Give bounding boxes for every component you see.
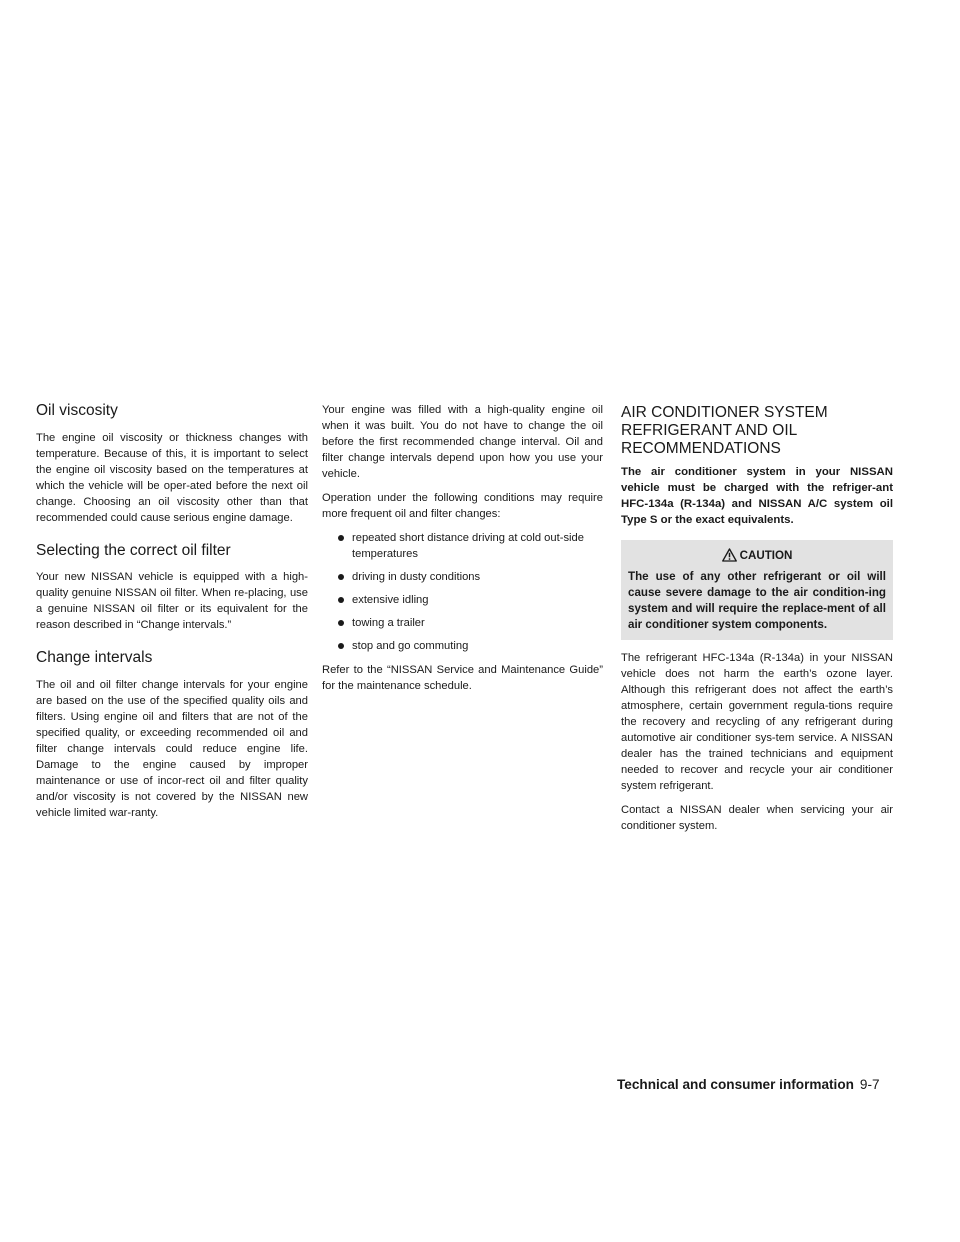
oil-viscosity-text: The engine oil viscosity or thickness changes with temperature. Because of this, it is important to select the engine oil viscosity based on the temperatures at which the vehicle will be oper-ated before the next oil change. Choosing an oil viscosity other than that recommended could cause serious engine damage. (36, 431, 308, 524)
list-item: towing a trailer (322, 615, 603, 631)
footer-section-title: Technical and consumer information (617, 1077, 854, 1092)
bullet-icon (338, 574, 344, 580)
ac-section-heading: AIR CONDITIONER SYSTEM REFRIGERANT AND OIL RECOMMENDATIONS (621, 404, 828, 457)
caution-text: The use of any other refrigerant or oil will cause severe damage to the air condition-ing system and will require the replace-ment of all air conditioner system components. (628, 570, 886, 631)
page-number: 9-7 (859, 1077, 880, 1092)
caution-header (628, 548, 886, 562)
caution-box (621, 540, 893, 640)
bullet-icon (338, 597, 344, 603)
right-column (621, 402, 893, 842)
conditions-intro-text: Operation under the following conditions may require more frequent oil and filter changes: (322, 492, 603, 520)
bullet-icon (338, 535, 344, 541)
list-item: repeated short distance driving at cold out-side temperatures (322, 530, 603, 562)
oil-viscosity-heading: Oil viscosity (36, 402, 118, 419)
list-item: driving in dusty conditions (322, 569, 603, 585)
oil-fill-text: Your engine was filled with a high-quality engine oil when it was built. You do not have to change the oil before the first recommended change interval. Oil and filter change intervals depend upon how you use your vehicle. (322, 404, 603, 480)
oil-filter-heading: Selecting the correct oil filter (36, 541, 231, 559)
ac-lead-text: The air conditioner system in your NISSAN vehicle must be charged with the refriger-ant HFC-134a (R-134a) and NISSAN A/C system oil Type S or the exact equivalents. (621, 466, 893, 526)
warning-triangle-icon (722, 548, 737, 562)
bullet-icon (338, 643, 344, 649)
maintenance-guide-text: Refer to the “NISSAN Service and Maintenance Guide” for the maintenance schedule. (322, 664, 603, 692)
page-footer (617, 1077, 880, 1092)
list-item: extensive idling (322, 592, 603, 608)
oil-filter-text: Your new NISSAN vehicle is equipped with a high-quality genuine NISSAN oil filter. When re-placing, use a genuine NISSAN oil filter or its equivalent for the reason described in “Change intervals.” (36, 571, 308, 632)
change-intervals-heading: Change intervals (36, 649, 153, 667)
caution-title: CAUTION (739, 548, 793, 562)
list-item: stop and go commuting (322, 638, 603, 654)
conditions-list (322, 530, 603, 654)
change-intervals-text: The oil and oil filter change intervals for your engine are based on the use of the specified quality oils and filters. Using engine oil and filters that are not of the specified quality, or exceeding recommended oil and filter change intervals could reduce engine life. Damage to the engine caused by improper maintenance or use of incor-rect oil and filter quality and/or viscosity is not covered by the NISSAN new vehicle limited war-ranty. (36, 678, 308, 819)
left-column (36, 402, 308, 829)
middle-column (322, 402, 603, 702)
bullet-icon (338, 620, 344, 626)
contact-dealer-text: Contact a NISSAN dealer when servicing your air conditioner system. (621, 804, 893, 832)
refrigerant-info-text: The refrigerant HFC-134a (R-134a) in your NISSAN vehicle does not harm the earth’s ozone layer. Although this refrigerant does not affect the earth’s atmosphere, certain government regula-tions require the recovery and recycling of any refrigerant during automotive air conditioner sys-tem service. A NISSAN dealer has the trained technicians and equipment needed to recover and recycle your air conditioner system refrigerant. (621, 652, 893, 792)
